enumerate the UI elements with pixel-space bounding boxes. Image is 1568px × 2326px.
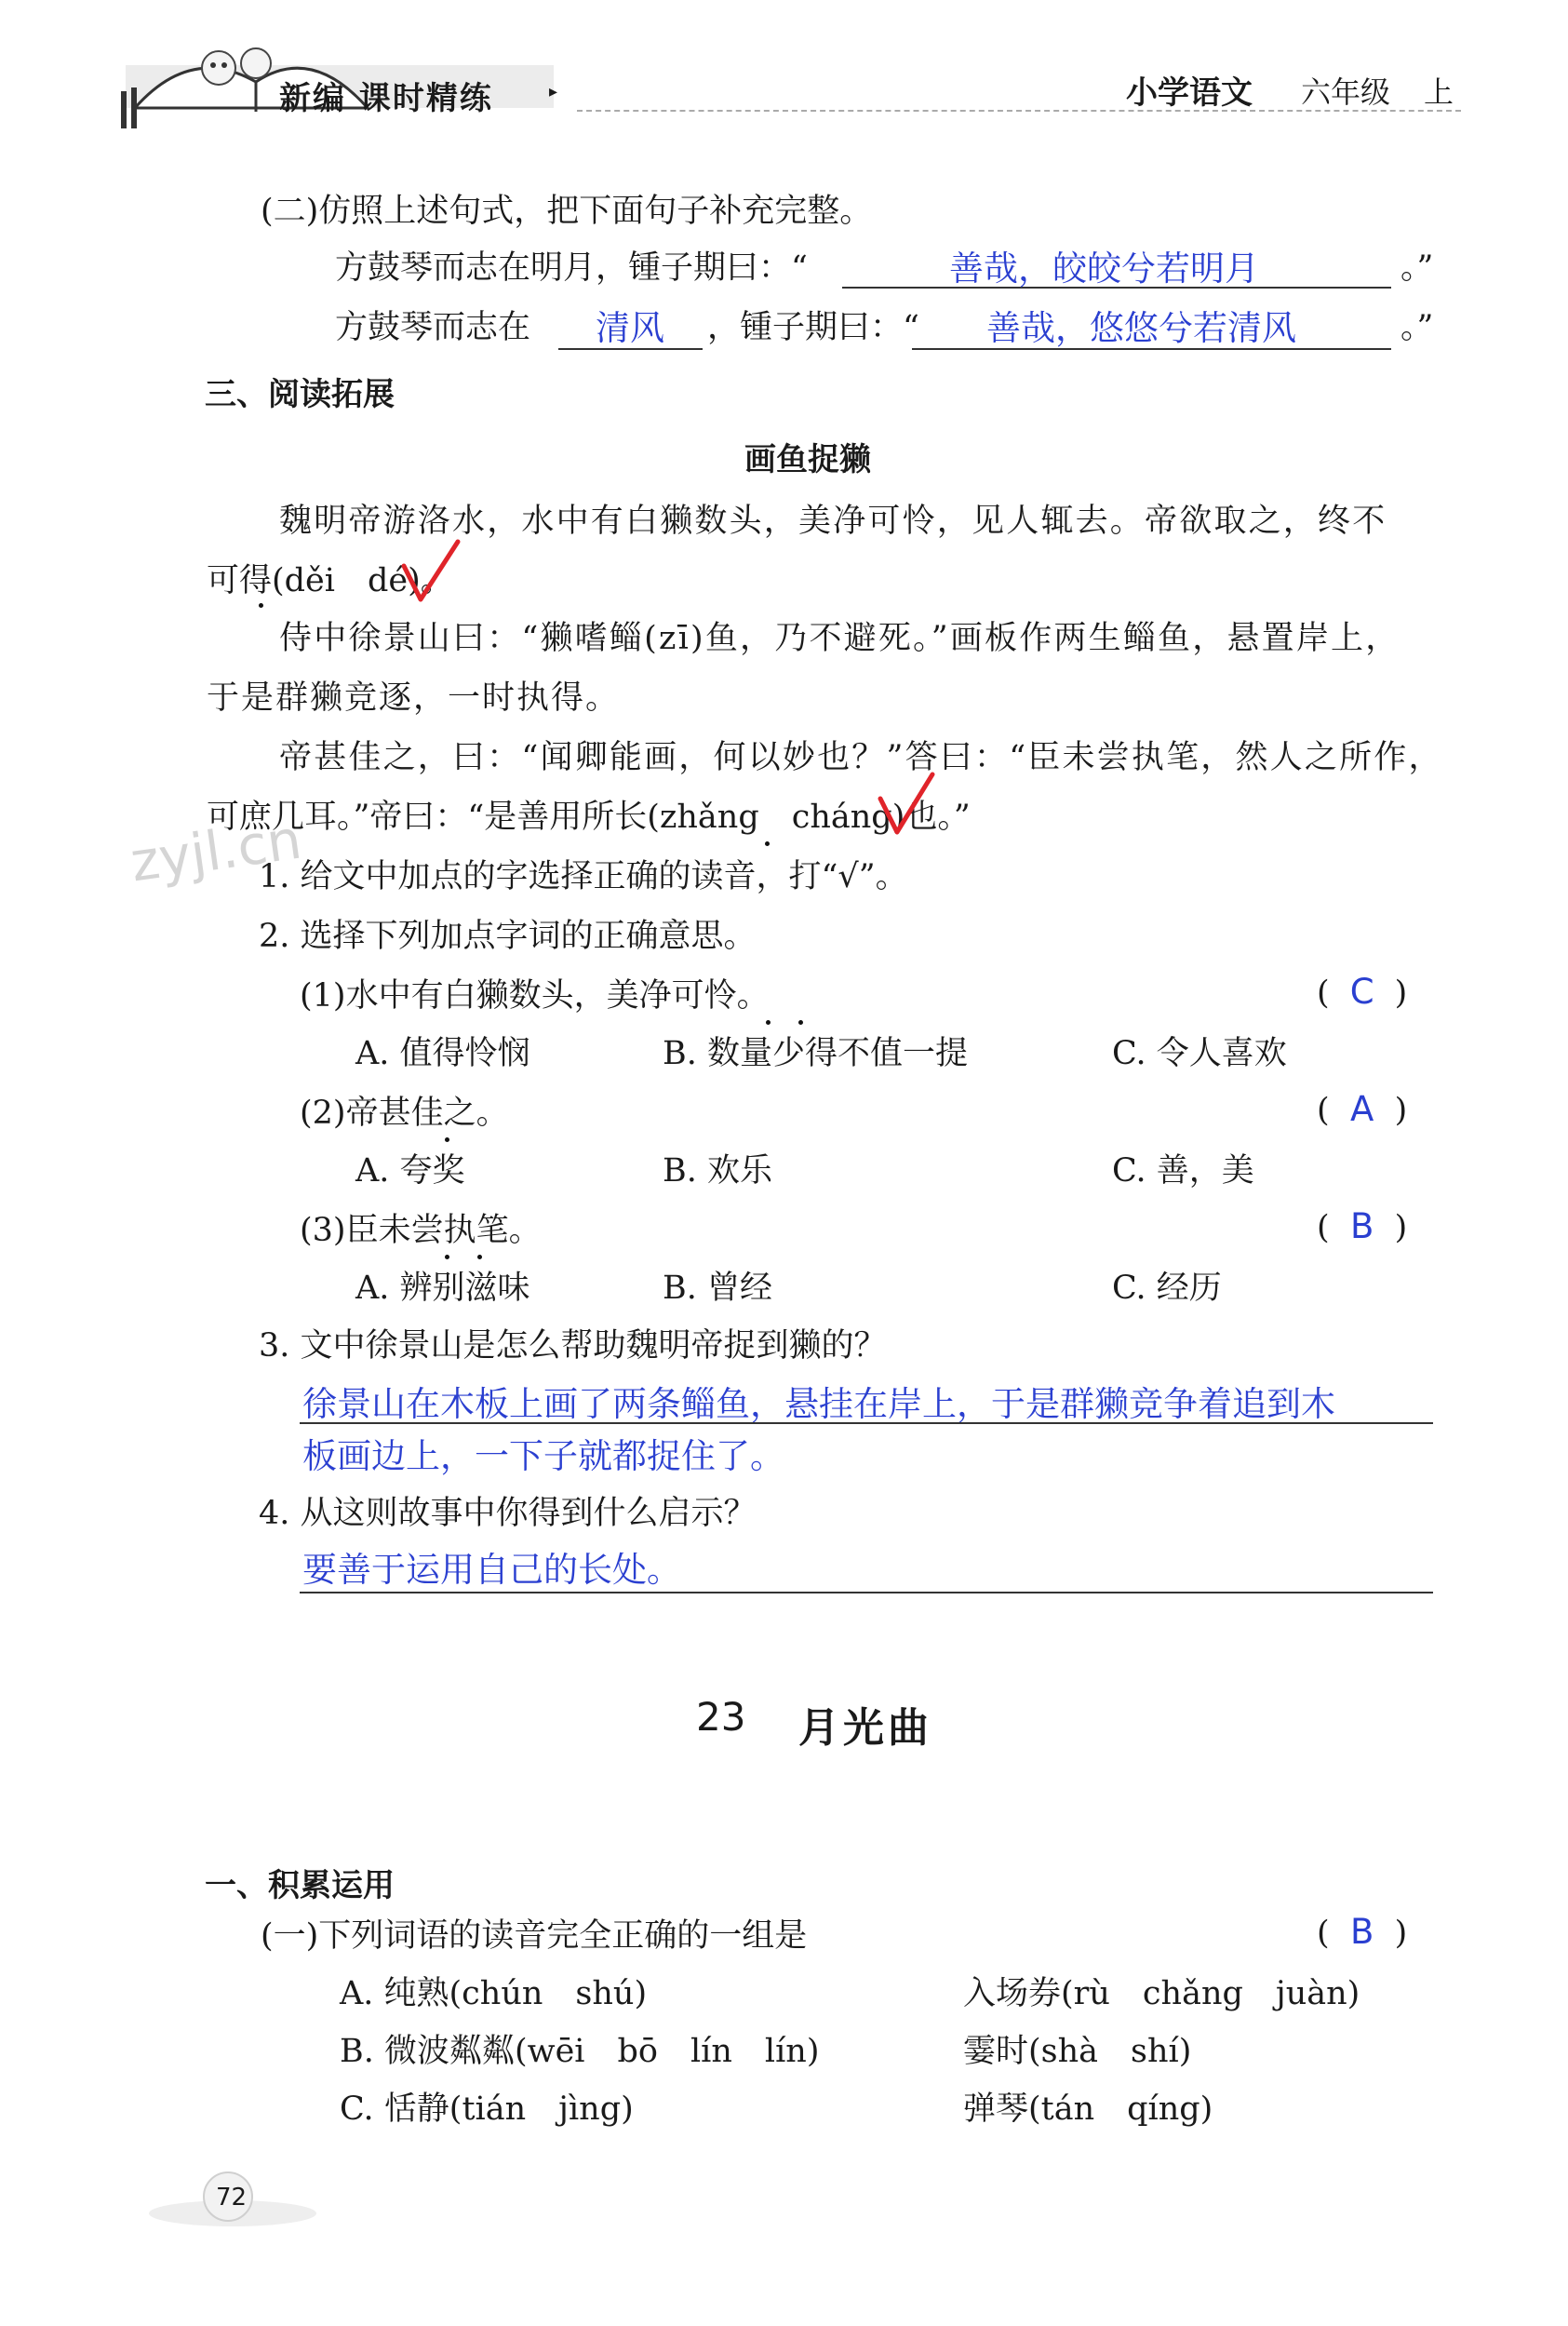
- emphasis-dot: [798, 1020, 803, 1025]
- question-2: 2. 选择下列加点字词的正确意思。: [259, 918, 757, 955]
- answer-letter: B: [1349, 1912, 1374, 1952]
- pinyin-row-right: 霎时(shà shí): [963, 2033, 1192, 2070]
- watermark: zyjl.cn: [127, 807, 305, 894]
- option: B. 曾经: [663, 1270, 772, 1307]
- emphasis-dot: [477, 1255, 482, 1259]
- emphasis-dot: [445, 1137, 449, 1142]
- grade-label: 六年级: [1301, 74, 1391, 110]
- q3-answer-line2: 板画边上，一下子就都捉住了。: [302, 1436, 784, 1476]
- answer-bracket: ( C ): [1317, 972, 1408, 1012]
- answer-letter: B: [1349, 1206, 1374, 1246]
- question-1: 1. 给文中加点的字选择正确的读音，打“√”。: [259, 858, 908, 895]
- option: C. 善，美: [1112, 1152, 1254, 1190]
- option: A. 辨别滋味: [355, 1270, 530, 1307]
- p2-line2: 于是群獭竞逐，一时执得。: [207, 679, 621, 717]
- question-2-1: (1)水中有白獭数头，美净可怜。: [300, 977, 770, 1015]
- emphasis-dot: [259, 603, 263, 608]
- emphasis-dot: [765, 841, 770, 846]
- fill-instruction: (二)仿照上述句式，把下面句子补充完整。: [261, 193, 873, 230]
- option: A. 值得怜悯: [355, 1035, 530, 1072]
- line2-mid: ，锺子期曰：“: [707, 309, 919, 346]
- pinyin-row-left: C. 恬静(tián jìng): [340, 2091, 634, 2128]
- line1-prefix: 方鼓琴而志在明月，锺子期曰：“: [335, 249, 808, 287]
- p1-line2: 可得(děi dé)。: [207, 562, 453, 599]
- page-number: 72: [216, 2184, 248, 2212]
- p1-line1: 魏明帝游洛水，水中有白獭数头，美净可怜，见人辄去。帝欲取之，终不: [279, 503, 1387, 540]
- answer-underline: [300, 1592, 1433, 1593]
- pinyin-row-left: B. 微波粼粼(wēi bō lín lín): [340, 2033, 820, 2070]
- answer-letter: A: [1350, 1089, 1374, 1129]
- p3-line1: 帝甚佳之，曰：“闻卿能画，何以妙也？”答曰：“臣未尝执笔，然人之所作，: [279, 739, 1443, 776]
- answer-bracket: ( A ): [1317, 1089, 1408, 1129]
- section1-heading: 一、积累运用: [205, 1867, 395, 1904]
- option: C. 令人喜欢: [1112, 1035, 1287, 1072]
- option: C. 经历: [1112, 1270, 1222, 1307]
- answer-bracket: ( B ): [1317, 1206, 1408, 1246]
- pinyin-row-left: A. 纯熟(chún shú): [340, 1975, 648, 2012]
- line1-answer: 善哉，皎皎兮若明月: [949, 249, 1259, 289]
- q4-answer: 要善于运用自己的长处。: [302, 1550, 681, 1590]
- q3-answer-line1: 徐景山在木板上画了两条鲻鱼，悬挂在岸上，于是群獭竞争着追到木: [302, 1384, 1335, 1424]
- question-4: 4. 从这则故事中你得到什么启示？: [259, 1495, 757, 1532]
- check-mark-icon: [398, 538, 463, 612]
- lesson-title: 月光曲: [798, 1704, 932, 1752]
- line2-blank-answer: 清风: [596, 308, 664, 348]
- p3-line2: 可庶几耳。”帝曰：“是善用所长(zhǎng cháng)也。”: [207, 799, 971, 836]
- line2-answer: 善哉，悠悠兮若清风: [986, 308, 1296, 348]
- line2-suffix: 。”: [1400, 309, 1434, 346]
- question-3: 3. 文中徐景山是怎么帮助魏明帝捉到獭的？: [259, 1327, 887, 1365]
- check-mark-icon: [875, 771, 940, 845]
- line2-prefix: 方鼓琴而志在: [335, 309, 531, 346]
- option: B. 数量少得不值一提: [663, 1035, 968, 1072]
- option: A. 夸奖: [355, 1152, 465, 1190]
- emphasis-dot: [766, 1020, 771, 1025]
- question-2-2: (2)帝甚佳之。: [300, 1095, 509, 1132]
- answer-bracket: ( B ): [1317, 1912, 1408, 1952]
- question-2-3: (3)臣未尝执笔。: [300, 1212, 542, 1249]
- p2-line1: 侍中徐景山曰：“獭嗜鲻(zī)鱼，乃不避死。”画板作两生鲻鱼，悬置岸上，: [279, 620, 1400, 657]
- pinyin-row-right: 入场券(rù chǎng juàn): [963, 1975, 1360, 2012]
- play-triangle-icon: ▸: [549, 82, 558, 101]
- pinyin-row-right: 弹琴(tán qíng): [963, 2091, 1213, 2128]
- line1-suffix: 。”: [1400, 249, 1434, 287]
- option: B. 欢乐: [663, 1152, 772, 1190]
- series-title: 新编 课时精练: [279, 80, 493, 117]
- emphasis-dot: [445, 1255, 449, 1259]
- section3-heading: 三、阅读拓展: [205, 376, 395, 413]
- subject-label: 小学语文: [1126, 74, 1253, 112]
- answer-letter: C: [1349, 972, 1374, 1012]
- story-title: 画鱼捉獭: [744, 441, 871, 478]
- lesson-question-1: (一)下列词语的读音完全正确的一组是: [261, 1917, 808, 1955]
- answer-underline: [300, 1422, 1433, 1424]
- term-label: 上: [1424, 74, 1454, 110]
- lesson-number: 23: [696, 1694, 746, 1740]
